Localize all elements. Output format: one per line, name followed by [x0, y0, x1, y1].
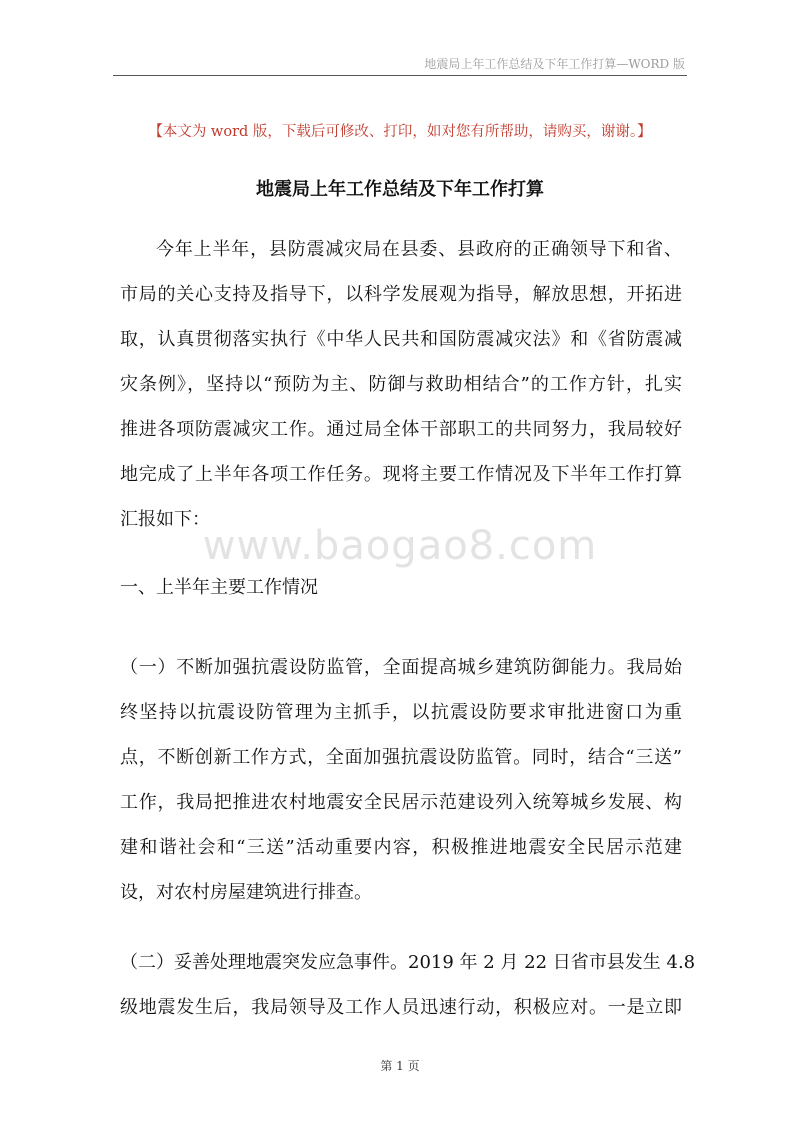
paragraph-line: 灾条例》，坚持以“预防为主、防御与救助相结合”的工作方针，扎实	[120, 374, 682, 395]
paragraph-line: 地完成了上半年各项工作任务。现将主要工作情况及下半年工作打算	[120, 464, 682, 485]
paragraph-line: 点，不断创新工作方式，全面加强抗震设防监管。同时，结合“三送”	[120, 747, 682, 768]
paragraph-line: 终坚持以抗震设防管理为主抓手，以抗震设防要求审批进窗口为重	[120, 702, 682, 723]
paragraph-line: 工作，我局把推进农村地震安全民居示范建设列入统筹城乡发展、构	[120, 792, 682, 813]
paragraph-line: 市局的关心支持及指导下，以科学发展观为指导，解放思想，开拓进	[120, 284, 682, 305]
header-title: 地震局上年工作总结及下年工作打算—WORD 版	[424, 57, 685, 71]
paragraph-line: 汇报如下：	[120, 509, 210, 530]
paragraph-line: 推进各项防震减灾工作。通过局全体干部职工的共同努力，我局较好	[120, 419, 682, 440]
paragraph-line: 取，认真贯彻落实执行《中华人民共和国防震减灾法》和《省防震减	[120, 329, 682, 350]
purchase-notice: 【本文为 word 版，下载后可修改、打印，如对您有所帮助，请购买，谢谢。】	[148, 124, 652, 140]
page-number: 第 1 页	[380, 1059, 420, 1073]
paragraph-line: 级地震发生后，我局领导及工作人员迅速行动，积极应对。一是立即	[120, 997, 682, 1018]
header-divider	[113, 75, 687, 76]
paragraph-line: （二）妥善处理地震突发应急事件。2019 年 2 月 22 日省市县发生 4.8	[120, 952, 696, 973]
document-title: 地震局上年工作总结及下年工作打算	[256, 179, 544, 200]
watermark: www.baogao8.com	[202, 523, 598, 569]
paragraph-line: （一）不断加强抗震设防监管，全面提高城乡建筑防御能力。我局始	[120, 657, 682, 678]
paragraph-line: 建和谐社会和“三送”活动重要内容，积极推进地震安全民居示范建	[120, 837, 682, 858]
paragraph-line: 设，对农村房屋建筑进行排查。	[120, 882, 372, 903]
paragraph-line: 今年上半年，县防震减灾局在县委、县政府的正确领导下和省、	[156, 239, 682, 260]
section-heading: 一、上半年主要工作情况	[120, 577, 318, 598]
